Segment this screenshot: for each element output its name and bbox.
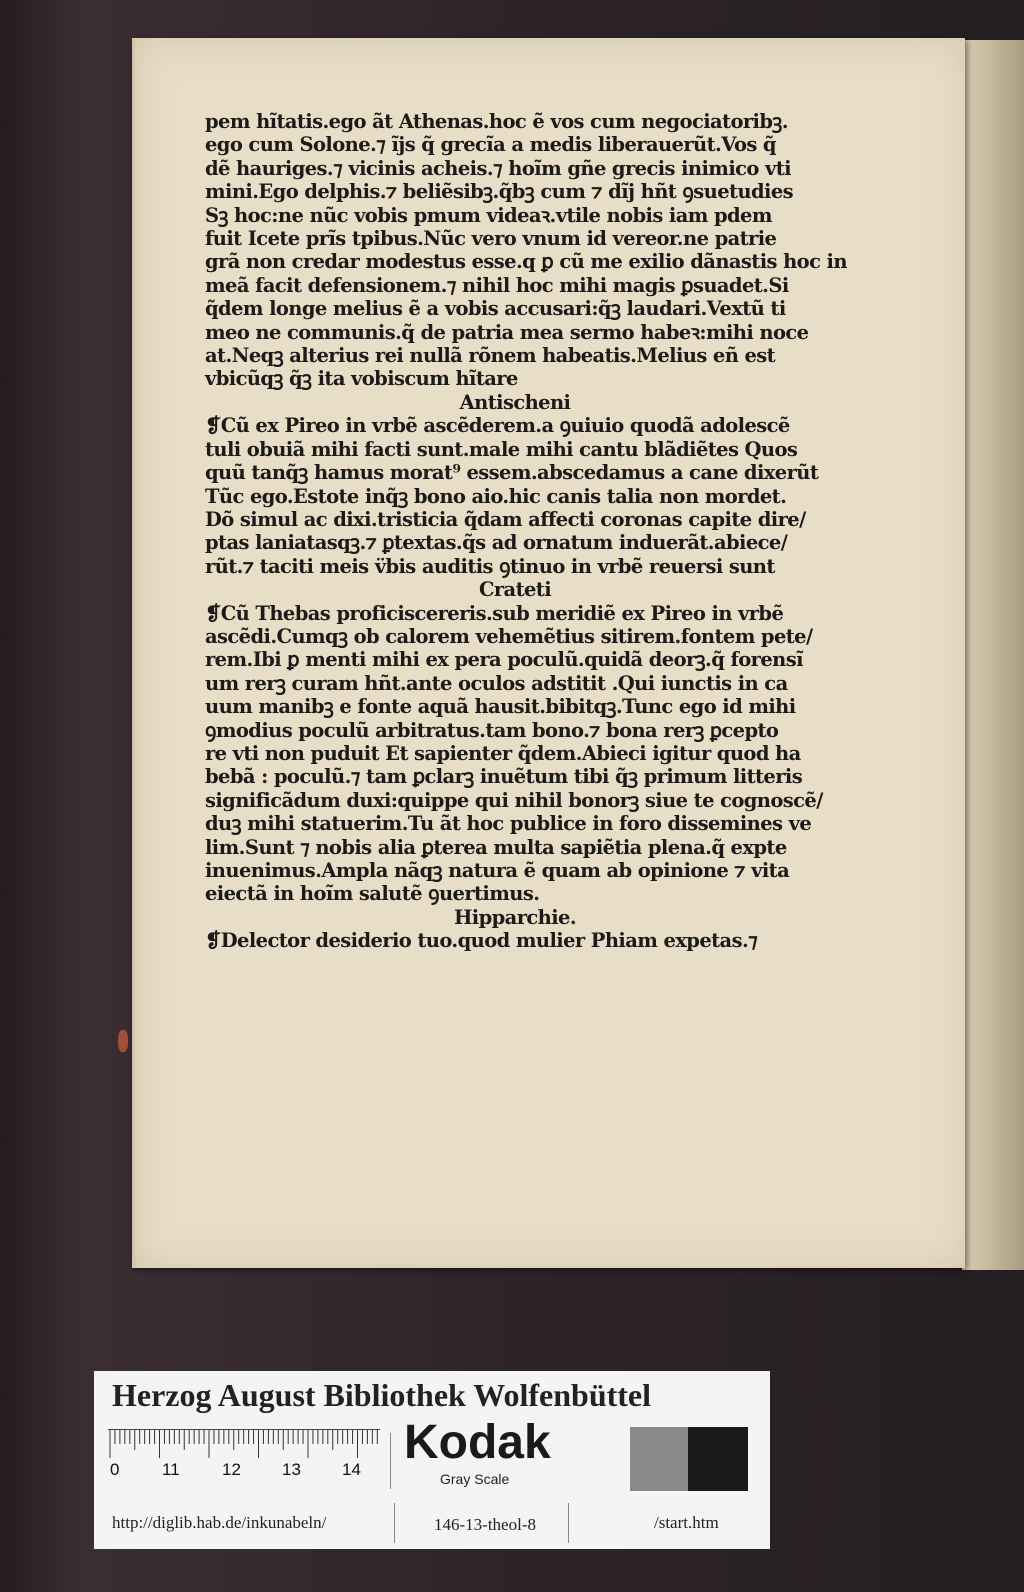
text-line	[205, 648, 803, 672]
text-line	[205, 765, 803, 789]
paragraph-mark-icon: ❡	[205, 601, 221, 625]
text-line-content: meo ne communis.q̃ de patria mea sermo habeꝛ:mihi noce	[205, 320, 809, 344]
text-line	[205, 227, 777, 251]
text-line	[205, 344, 776, 368]
text-line-content: lim.Sunt ⁊ nobis alia ꝑterea multa sapiẽtia plena.q̃ expte	[205, 835, 787, 859]
text-line-content: um rerꝫ curam hñt.ante oculos adstitit .Qui iunctis in ca	[205, 671, 788, 695]
text-line	[205, 461, 819, 485]
text-line	[205, 414, 790, 438]
heading-hipparchie: Hipparchie.	[453, 905, 577, 929]
gray-scale-label: Gray Scale	[440, 1471, 510, 1487]
black-swatch	[688, 1427, 748, 1491]
text-line-content: quũ tanq̃ꝫ hamus morat⁹ essem.abscedamus a cane dixerũt	[205, 461, 819, 485]
text-line	[205, 250, 847, 274]
text-section-2	[205, 414, 819, 578]
paragraph-mark-icon: ❡	[205, 929, 221, 953]
text-line-content: q̃dem longe melius ẽ a vobis accusari:q̃ꝫ laudari.Vextũ ti	[205, 297, 786, 321]
text-line	[205, 367, 765, 390]
text-line-content: fuit Icete prĩs tpibus.Nũc vero vnum id vereor.ne patrie	[205, 227, 777, 251]
text-line	[205, 859, 790, 882]
page-text	[205, 110, 847, 953]
text-section-4	[205, 929, 765, 952]
text-line	[205, 718, 779, 742]
text-line-content: vbicũqꝫ q̃ꝫ ita vobiscum hĩtare	[205, 367, 518, 391]
heading-crateti: Crateti	[478, 578, 552, 602]
text-line-content: ptas laniatasqꝫ.⁊ ꝑtextas.q̃s ad ornatum induerãt.abiece/	[205, 531, 788, 555]
text-line-content: grã non credar modestus esse.q ꝑ cũ me exilio dãnastis hoc in	[205, 250, 847, 274]
text-line-content: meã facit defensionem.⁊ nihil hoc mihi magis ꝑsuadet.Si	[205, 273, 789, 297]
divider	[390, 1433, 391, 1489]
text-line-content: tuli obuiã mihi facti sunt.male mihi cantu blãdiẽtes Quos	[205, 437, 798, 461]
text-line-content: Sꝫ hoc:ne nũc vobis pmum videaꝛ.vtile nobis iam pdem	[205, 203, 772, 227]
text-line	[205, 203, 772, 227]
text-line-content: pem hĩtatis.ego ãt Athenas.hoc ẽ vos cum negociatoribꝫ.	[205, 110, 788, 133]
text-line	[205, 320, 809, 344]
text-line-content: significãdum duxi:quippe qui nihil bonorꝫ siue te cognoscẽ/	[205, 788, 823, 812]
text-line	[205, 929, 765, 952]
text-line-content: Cũ Thebas proficiscereris.sub meridiẽ ex Pireo in vrbẽ	[220, 601, 784, 625]
text-line	[205, 531, 788, 555]
paragraph-mark-icon: ❡	[205, 414, 221, 438]
text-line-content: bebã : poculũ.⁊ tam ꝑclarꝫ inuẽtum tibi q̃ꝫ primum litteris	[205, 765, 803, 789]
text-line-content: re vti non puduit Et sapienter q̃dem.Abieci igitur quod ha	[205, 741, 801, 765]
text-section-1	[205, 110, 847, 391]
text-line-content: Delector desiderio tuo.quod mulier Phiam expetas.⁊	[220, 929, 758, 953]
text-line	[205, 484, 787, 508]
text-line-content: ascẽdi.Cumqꝫ ob calorem vehemẽtius sitirem.fontem pete/	[205, 624, 813, 648]
text-line-content: rem.Ibi ꝑ menti mihi ex pera poculũ.quidã deorꝫ.q̃ forensĩ	[205, 648, 803, 672]
text-line	[205, 788, 823, 812]
text-line-content: duꝫ mihi statuerim.Tu ãt hoc publice in foro dissemines ve	[205, 812, 812, 836]
gray-swatch	[630, 1427, 688, 1491]
library-label-card	[94, 1371, 770, 1549]
source-url: http://diglib.hab.de/inkunabeln/	[112, 1513, 327, 1532]
kodak-logo: Kodak	[404, 1416, 551, 1469]
text-line-content: inuenimus.Ampla nãqꝫ natura ẽ quam ab opinione ⁊ vita	[205, 859, 790, 882]
library-title: Herzog August Bibliothek Wolfenbüttel	[112, 1377, 652, 1413]
text-line	[205, 554, 775, 578]
text-line	[205, 273, 789, 297]
text-line-content: at.Neqꝫ alterius rei nullã rõnem habeatis.Melius eñ est	[205, 344, 776, 368]
ruler-ticks	[108, 1430, 380, 1460]
ruler	[108, 1429, 380, 1486]
divider	[394, 1503, 395, 1543]
text-section-3	[205, 601, 823, 906]
text-line	[205, 180, 794, 204]
ruler-number: 12	[222, 1460, 241, 1479]
heading-antischeni: Antischeni	[459, 390, 571, 414]
text-line-content: Dõ simul ac dixi.tristicia q̃dam affecti coronas capite dire/	[205, 507, 806, 531]
text-line	[205, 695, 796, 719]
text-line-content: rũt.⁊ taciti meis v̈bis auditis ꝯtinuo in vrbẽ reuersi sunt	[205, 554, 775, 578]
ruler-number: 11	[162, 1460, 180, 1479]
text-line	[205, 882, 765, 905]
text-line-content: eiectã in hoĩm salutẽ ꝯuertimus.	[205, 882, 540, 906]
text-line	[205, 156, 791, 180]
facing-page-edge	[962, 40, 1024, 1270]
divider	[568, 1503, 569, 1543]
ruler-number: 13	[282, 1460, 301, 1479]
text-line-content: ego cum Solone.⁊ ĩjs q̃ grecĩa a medis liberauerũt.Vos q̃	[205, 133, 776, 157]
text-line-content: Tũc ego.Estote inq̃ꝫ bono aio.hic canis talia non mordet.	[205, 484, 787, 508]
text-line	[205, 110, 788, 133]
text-line	[205, 437, 798, 461]
red-ink-mark	[118, 1030, 128, 1052]
url-suffix: /start.htm	[654, 1513, 719, 1532]
ruler-number: 0	[110, 1460, 120, 1479]
text-line	[205, 601, 784, 625]
shelfmark: 146-13-theol-8	[434, 1515, 536, 1534]
text-line-content: mini.Ego delphis.⁊ beliẽsibꝫ.q̃bꝫ cum ⁊ dĩj hñt ꝯsuetudies	[205, 180, 794, 204]
text-line-content: Cũ ex Pireo in vrbẽ ascẽderem.a ꝯuiuio quodã adolescẽ	[220, 414, 790, 438]
text-line	[205, 133, 776, 157]
text-line-content: uum manibꝫ e fonte aquã hausit.bibitqꝫ.Tunc ego id mihi	[205, 695, 796, 719]
text-line	[205, 671, 788, 695]
text-line	[205, 507, 806, 531]
text-line	[205, 741, 801, 765]
text-line-content: ꝯmodius poculũ arbitratus.tam bono.⁊ bona rerꝫ ꝑcepto	[205, 718, 779, 742]
text-line	[205, 297, 786, 321]
ruler-number: 14	[342, 1460, 361, 1479]
text-line-content: dẽ hauriges.⁊ vicinis acheis.⁊ hoĩm gñe grecis inimico vti	[205, 156, 791, 180]
text-line	[205, 624, 813, 648]
text-line	[205, 812, 812, 836]
text-line	[205, 835, 787, 859]
